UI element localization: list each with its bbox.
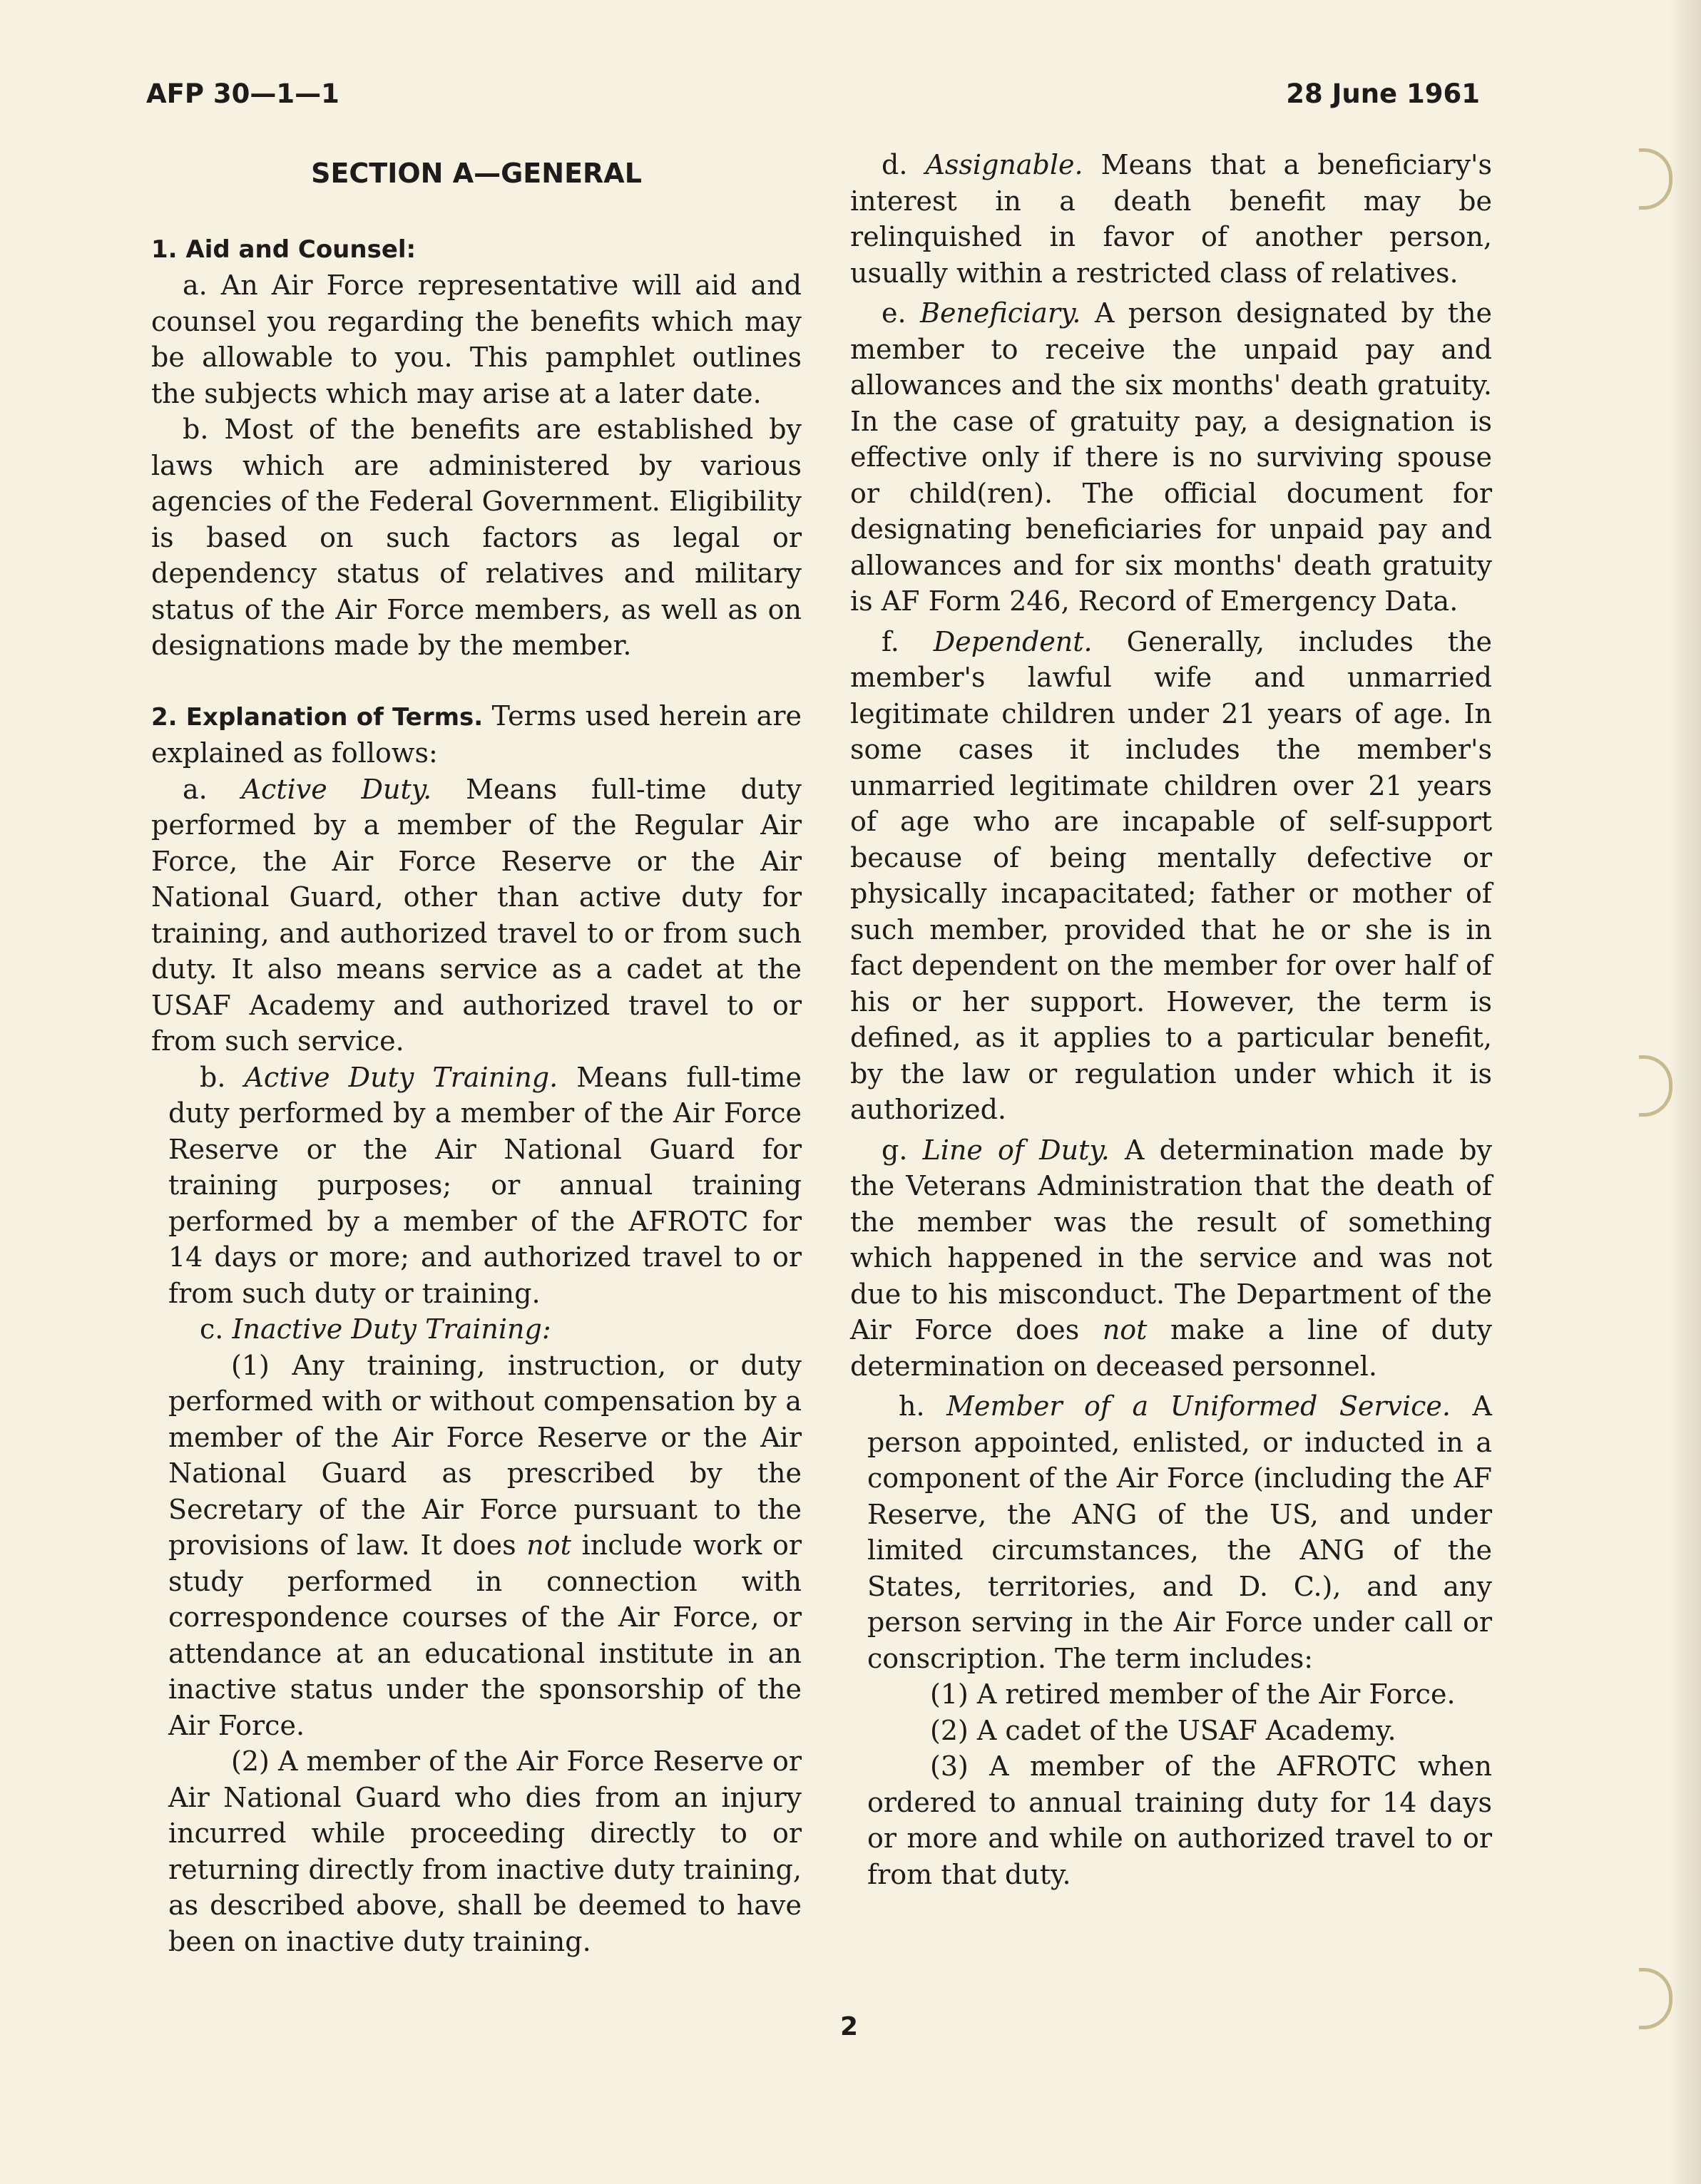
term-assignable: d. Assignable. Means that a beneficiary's interest in a death benefit may be relinquished in favor of another person, usually within a restricted class of relatives. (850, 149, 1493, 289)
publication-number: AFP 30—1—1 (146, 78, 339, 109)
paragraph-2-heading: 2. Explanation of Terms. (151, 702, 484, 732)
binder-hole-mark (1639, 1968, 1672, 2029)
term-dependent: f. Dependent. Generally, includes the member's lawful wife and unmarried legitimate children under 21 years of age. In some cases it includes the member's unmarried legitimate children over 21 years of age who are incapable of self-support because of being mentally defective or physically incapacitated; father or mother of such member, provided that he or she is in fact dependent on the member for over half of his or her support. However, the term is defined, as it applies to a particular benefit, by the law or regulation under which it is authorized. (850, 625, 1492, 1125)
uniformed-service-item-1: (1) A retired member of the Air Force. (930, 1678, 1456, 1710)
binder-hole-mark (1639, 1055, 1672, 1117)
uniformed-service-item-3: (3) A member of the AFROTC when ordered to annual training duty for 14 days or more and while on authorized travel to or from that duty. (867, 1750, 1492, 1890)
term-inactive-duty-training: c. Inactive Duty Training: (200, 1313, 551, 1345)
uniformed-service-item-2: (2) A cadet of the USAF Academy. (930, 1714, 1396, 1746)
page-edge-shadow (1668, 0, 1701, 2184)
inactive-duty-item-2: (2) A member of the Air Force Reserve or Air National Guard who dies from an injury incurred while proceeding directly to or returning directly from inactive duty training, as described above, shall be deemed to have been on inactive duty training. (168, 1745, 802, 1957)
publication-date: 28 June 1961 (1286, 78, 1480, 109)
right-column (850, 147, 1492, 1892)
paragraph-2-intro: 2. Explanation of Terms. Terms used herein are explained as follows: (151, 699, 802, 769)
term-beneficiary: e. Beneficiary. A person designated by the member to receive the unpaid pay and allowances and the six months' death gratuity. In the case of gratuity pay, a designation is effective only if there is no surviving spouse or child(ren). The official document for designating beneficiaries for unpaid pay and allowances and for six months' death gratuity is AF Form 246, Record of Emergency Data. (850, 297, 1492, 617)
page-number: 2 (840, 2012, 859, 2041)
left-column (151, 155, 802, 1959)
term-active-duty: a. Active Duty. Means full-time duty performed by a member of the Regular Air Force, the Air Force Reserve or the Air National Guard, other than active duty for training, and authorized travel to or from such duty. It also means service as a cadet at the USAF Academy and authorized travel to or from such service. (151, 773, 802, 1057)
paragraph-1b: b. Most of the benefits are established by laws which are administered by various agencies of the Federal Government. Eligibility is based on such factors as legal or dependency status of relatives and military status of the Air Force members, as well as on designations made by the member. (151, 414, 802, 661)
section-title: SECTION A—GENERAL (311, 158, 642, 189)
paragraph-1a: a. An Air Force representative will aid and counsel you regarding the benefits which may be allowable to you. This pamphlet outlines the subjects which may arise at a later date. (151, 270, 802, 409)
inactive-duty-item-1: (1) Any training, instruction, or duty performed with or without compensation by a member of the Air Force Reserve or the Air National Guard as prescribed by the Secretary of the Air Force pursuant to the provisions of law. It does not include work or study performed in connection with correspondence courses of the Air Force, or attendance at an educational institute in an inactive status under the sponsorship of the Air Force. (168, 1349, 802, 1741)
term-line-of-duty: g. Line of Duty. A determination made by the Veterans Administration that the death of the member was the result of something which happened in the service and was not due to his misconduct. The Department of the Air Force does not make a line of duty determination on deceased personnel. (850, 1134, 1493, 1382)
term-member-of-uniformed-service: h. Member of a Uniformed Service. A person appointed, enlisted, or inducted in a component of the Air Force (including the AF Reserve, the ANG of the US, and under limited circumstances, the ANG of the States, territories, and D. C.), and any person serving in the Air Force under call or conscription. The term includes: (867, 1390, 1492, 1674)
paragraph-1-heading: 1. Aid and Counsel: (151, 235, 417, 264)
binder-hole-mark (1639, 148, 1672, 210)
term-active-duty-training: b. Active Duty Training. Means full-time duty performed by a member of the Air Force Reserve or the Air National Guard for training purposes; or annual training performed by a member of the AFROTC for 14 days or more; and authorized travel to or from such duty or training. (168, 1061, 802, 1309)
